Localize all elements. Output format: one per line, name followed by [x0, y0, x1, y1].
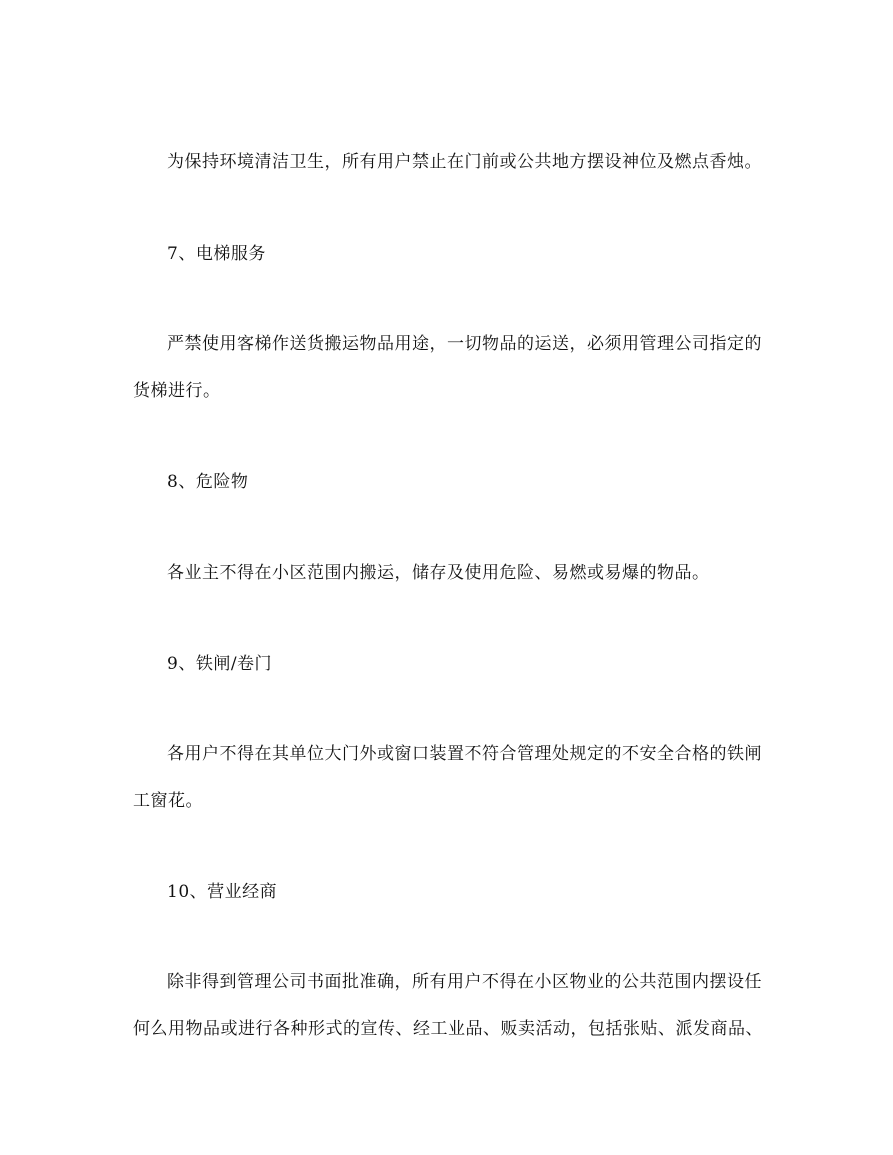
paragraph-shrine-rule: 为保持环境清洁卫生，所有用户禁止在门前或公共地方摆设神位及燃点香烛。	[167, 152, 762, 172]
section-heading-iron-gate: 9、铁闸/卷门	[167, 654, 273, 674]
paragraph-elevator-line-1: 严禁使用客梯作送货搬运物品用途，一切物品的运送，必须用管理公司指定的	[167, 334, 762, 354]
section-heading-elevator: 7、电梯服务	[167, 244, 266, 264]
paragraph-iron-gate-line-2: 工窗花。	[133, 791, 203, 811]
section-heading-hazardous: 8、危险物	[167, 472, 249, 492]
paragraph-elevator-line-2: 货梯进行。	[133, 381, 221, 401]
paragraph-business-line-1: 除非得到管理公司书面批准确，所有用户不得在小区物业的公共范围内摆设任	[167, 972, 762, 992]
section-heading-business: 10、营业经商	[167, 882, 278, 902]
paragraph-iron-gate-line-1: 各用户不得在其单位大门外或窗口装置不符合管理处规定的不安全合格的铁闸	[167, 744, 762, 764]
paragraph-business-line-2: 何么用物品或进行各种形式的宣传、经工业品、贩卖活动，包括张贴、派发商品、	[133, 1019, 763, 1039]
paragraph-hazardous: 各业主不得在小区范围内搬运，储存及使用危险、易燃或易爆的物品。	[167, 563, 710, 583]
